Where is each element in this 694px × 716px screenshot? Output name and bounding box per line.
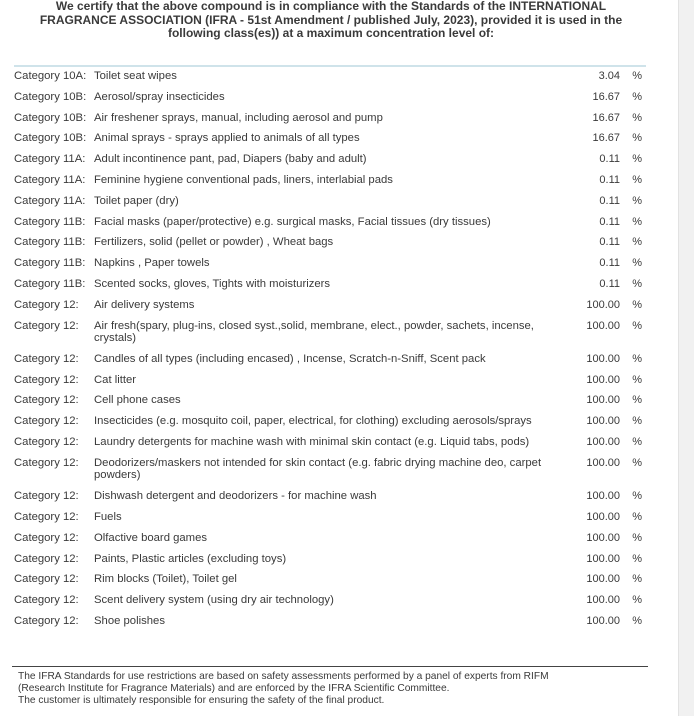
max-concentration-value: 100.00	[586, 373, 620, 386]
category-code: Category 12:	[14, 490, 79, 503]
footer-note	[18, 671, 638, 707]
percent-unit: %	[632, 298, 642, 311]
category-description: Air delivery systems	[94, 298, 195, 311]
compliance-statement-line-3: following class(es)) at a maximum concentration level of:	[167, 26, 495, 40]
category-code: Category 12:	[14, 352, 79, 365]
max-concentration-value: 16.67	[592, 132, 620, 145]
category-code: Category 11A:	[14, 153, 86, 166]
percent-unit: %	[632, 436, 642, 449]
percent-unit: %	[632, 70, 642, 82]
vertical-scrollbar[interactable]	[678, 0, 694, 716]
category-code: Category 10A:	[14, 70, 87, 82]
category-code: Category 11A:	[14, 173, 86, 186]
max-concentration-value: 0.11	[599, 153, 620, 166]
max-concentration-value: 100.00	[586, 573, 620, 586]
percent-unit: %	[632, 552, 642, 565]
percent-unit: %	[632, 236, 642, 249]
table-row	[14, 194, 646, 208]
category-code: Category 12:	[14, 319, 79, 332]
max-concentration-value: 0.11	[599, 236, 620, 249]
category-code: Category 12:	[14, 614, 79, 627]
category-description: Rim blocks (Toilet), Toilet gel	[94, 573, 237, 586]
category-code: Category 12:	[14, 552, 79, 565]
max-concentration-value: 100.00	[586, 436, 620, 449]
table-row	[14, 531, 646, 545]
category-code: Category 11A:	[14, 194, 86, 207]
table-row	[14, 614, 646, 628]
max-concentration-value: 0.11	[599, 215, 620, 228]
table-row	[14, 173, 646, 187]
category-description: Dishwash detergent and deodorizers - for machine wash	[94, 490, 377, 503]
max-concentration-value: 100.00	[586, 531, 620, 544]
percent-unit: %	[632, 132, 642, 145]
max-concentration-value: 16.67	[592, 111, 620, 124]
compliance-statement-line-1: We certify that the above compound is in compliance with the Standards of the INTERNATIONAL	[55, 0, 607, 13]
category-code: Category 10B:	[14, 132, 87, 145]
category-table	[14, 69, 646, 635]
max-concentration-value: 0.11	[599, 173, 620, 186]
percent-unit: %	[632, 394, 642, 407]
category-description: Air fresh(spary, plug-ins, closed syst.,solid, membrane, elect., powder, sachets, incense, crystals)	[94, 319, 534, 345]
percent-unit: %	[632, 352, 642, 365]
percent-unit: %	[632, 594, 642, 607]
category-description: Candles of all types (including encased) , Incense, Scratch-n-Sniff, Scent pack	[94, 352, 486, 365]
max-concentration-value: 100.00	[586, 394, 620, 407]
category-code: Category 12:	[14, 531, 79, 544]
category-code: Category 11B:	[14, 215, 86, 228]
table-row	[14, 593, 646, 607]
category-code: Category 12:	[14, 573, 79, 586]
max-concentration-value: 100.00	[586, 490, 620, 503]
category-code: Category 11B:	[14, 236, 86, 249]
compliance-statement-line-2: FRAGRANCE ASSOCIATION (IFRA - 51st Amendment / published July, 2023), provided it is used in the	[39, 12, 623, 27]
percent-unit: %	[632, 111, 642, 124]
table-row	[14, 489, 646, 503]
percent-unit: %	[632, 456, 642, 469]
category-code: Category 12:	[14, 394, 79, 407]
category-description: Laundry detergents for machine wash with minimal skin contact (e.g. Liquid tabs, pods)	[94, 436, 530, 449]
table-row	[14, 414, 646, 428]
category-description: Facial masks (paper/protective) e.g. surgical masks, Facial tissues (dry tissues)	[94, 215, 491, 228]
category-description: Fertilizers, solid (pellet or powder) , Wheat bags	[94, 236, 334, 249]
table-row	[14, 90, 646, 104]
percent-unit: %	[632, 277, 642, 290]
compliance-statement	[14, 0, 648, 41]
percent-unit: %	[632, 490, 642, 503]
percent-unit: %	[632, 573, 642, 586]
max-concentration-value: 100.00	[586, 594, 620, 607]
percent-unit: %	[632, 373, 642, 386]
category-code: Category 12:	[14, 456, 79, 469]
table-row	[14, 373, 646, 387]
category-code: Category 12:	[14, 298, 79, 311]
category-code: Category 12:	[14, 510, 79, 523]
max-concentration-value: 100.00	[586, 510, 620, 523]
percent-unit: %	[632, 319, 642, 332]
category-description: Animal sprays - sprays applied to animals of all types	[94, 132, 360, 145]
table-row	[14, 131, 646, 145]
category-description: Scented socks, gloves, Tights with moisturizers	[94, 277, 331, 290]
max-concentration-value: 100.00	[586, 298, 620, 311]
table-row	[14, 256, 646, 270]
max-concentration-value: 100.00	[586, 319, 620, 332]
percent-unit: %	[632, 215, 642, 228]
table-row	[14, 298, 646, 312]
percent-unit: %	[632, 531, 642, 544]
table-row	[14, 510, 646, 524]
table-row	[14, 277, 646, 291]
table-row	[14, 393, 646, 407]
footer-divider	[12, 666, 648, 667]
max-concentration-value: 100.00	[586, 456, 620, 469]
category-code: Category 12:	[14, 594, 79, 607]
category-code: Category 12:	[14, 436, 79, 449]
max-concentration-value: 100.00	[586, 552, 620, 565]
percent-unit: %	[632, 257, 642, 270]
percent-unit: %	[632, 415, 642, 428]
category-code: Category 12:	[14, 373, 79, 386]
max-concentration-value: 100.00	[586, 415, 620, 428]
category-description: Toilet seat wipes	[94, 70, 177, 82]
table-row	[14, 235, 646, 249]
table-row	[14, 352, 646, 366]
max-concentration-value: 16.67	[592, 90, 620, 103]
footer-note-line-2: (Research Institute for Fragrance Materials) and are enforced by the IFRA Scientific Committee.	[18, 683, 450, 694]
table-row	[14, 552, 646, 566]
table-row	[14, 152, 646, 166]
category-description: Feminine hygiene conventional pads, liners, interlabial pads	[94, 173, 393, 186]
percent-unit: %	[632, 153, 642, 166]
category-code: Category 10B:	[14, 90, 87, 103]
percent-unit: %	[632, 194, 642, 207]
table-row	[14, 111, 646, 125]
category-description: Cell phone cases	[94, 394, 181, 407]
category-code: Category 11B:	[14, 277, 86, 290]
category-code: Category 12:	[14, 415, 79, 428]
table-row	[14, 435, 646, 449]
category-description: Air freshener sprays, manual, including aerosol and pump	[94, 111, 383, 124]
category-description: Toilet paper (dry)	[94, 194, 179, 207]
category-description: Deodorizers/maskers not intended for skin contact (e.g. fabric drying machine deo, carpet powders)	[94, 456, 542, 482]
table-row	[14, 456, 646, 482]
category-description: Cat litter	[94, 373, 137, 386]
max-concentration-value: 0.11	[599, 194, 620, 207]
max-concentration-value: 0.11	[599, 277, 620, 290]
table-row	[14, 215, 646, 229]
max-concentration-value: 100.00	[586, 352, 620, 365]
max-concentration-value: 3.04	[598, 70, 620, 82]
percent-unit: %	[632, 510, 642, 523]
category-description: Napkins , Paper towels	[94, 257, 210, 270]
category-description: Aerosol/spray insecticides	[94, 90, 225, 103]
table-row	[14, 572, 646, 586]
percent-unit: %	[632, 173, 642, 186]
category-description: Insecticides (e.g. mosquito coil, paper, electrical, for clothing) excluding aerosols/sprays	[94, 415, 532, 428]
category-description: Olfactive board games	[94, 531, 208, 544]
category-code: Category 11B:	[14, 257, 86, 270]
max-concentration-value: 100.00	[586, 614, 620, 627]
table-row	[14, 69, 646, 83]
category-description: Adult incontinence pant, pad, Diapers (baby and adult)	[94, 153, 367, 166]
category-description: Fuels	[94, 510, 122, 523]
table-row	[14, 319, 646, 345]
category-description: Paints, Plastic articles (excluding toys)	[94, 552, 287, 565]
category-description: Scent delivery system (using dry air technology)	[94, 594, 334, 607]
max-concentration-value: 0.11	[599, 257, 620, 270]
category-code: Category 10B:	[14, 111, 87, 124]
footer-note-line-1: The IFRA Standards for use restrictions are based on safety assessments performed by a panel of experts from RIFM	[18, 671, 549, 682]
table-top-divider	[14, 65, 646, 67]
percent-unit: %	[632, 90, 642, 103]
percent-unit: %	[632, 614, 642, 627]
footer-note-line-3: The customer is ultimately responsible for ensuring the safety of the final product.	[18, 695, 385, 706]
category-description: Shoe polishes	[94, 614, 165, 627]
